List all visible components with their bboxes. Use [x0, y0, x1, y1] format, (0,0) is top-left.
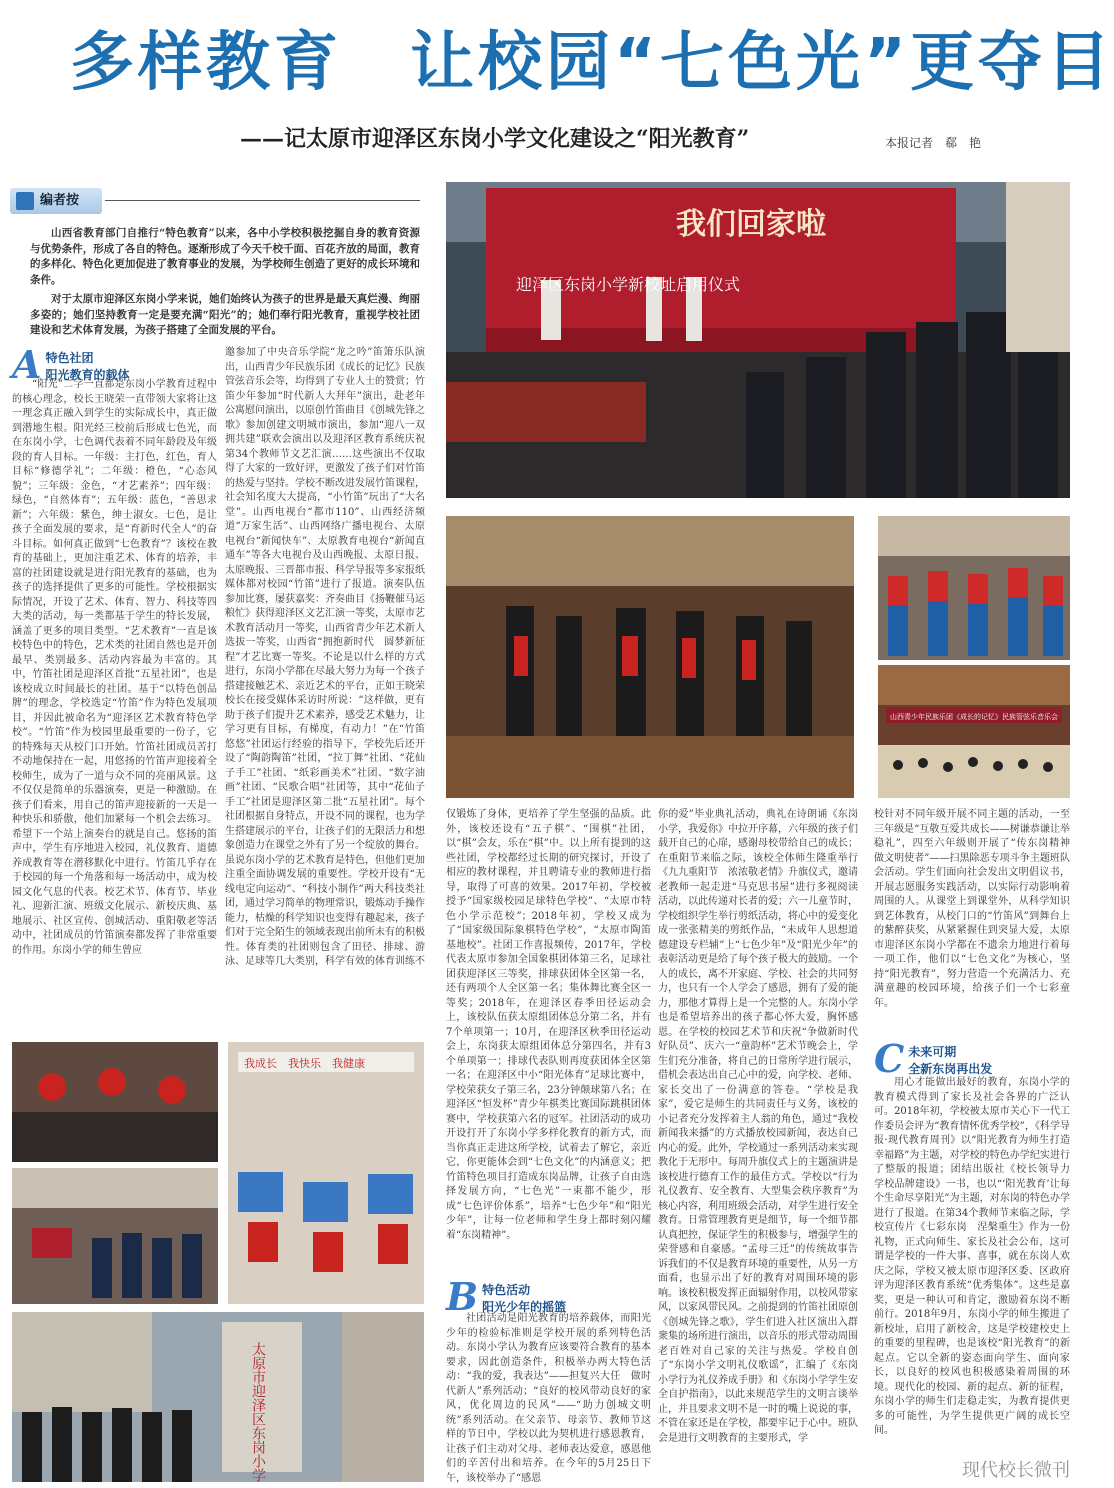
concert-photo — [878, 665, 1070, 798]
article-column-3b: 社团活动是阳光教育的培养载体，而阳光少年的检验标准则是学校开展的系列特色活动。东岗小学认为教育应该要符合教育的基本要求，因此创造条件，积极举办两大特色活动：“我的爱，我表达”——担复兴大任 做时代新人”系列活动；“良好的校风带动良好的家风，优化周边的民风”——“助力创城文明统”系列活动。在父亲节、母亲节、教师节这样的节日中，学校以此为契机进行感恩教育，让孩子们主动对父母、老师表达爱意，感恩他们的辛苦付出和培养。在今年的5月25日下午，该校举办了“感恩 — [446, 1313, 651, 1484]
section-a-header: A 特色社团 阳光教育的载体 — [12, 342, 130, 387]
editor-note-p1: 山西省教育部门自推行“特色教育”以来，各中小学校积极挖掘自身的教育资源与优势条件，形成了各自的特色。逐渐形成了今天千校千面、百花齐放的局面，教育的多样化、特色化更加促进了教育事业的发展，为学校师生创造了更好的成长环境和条件。 — [30, 227, 420, 286]
editor-note-p2: 对于太原市迎泽区东岗小学来说，她们始终认为孩子的世界是最天真烂漫、绚丽多姿的；她们坚持教育一定是要充满“阳光”的；她们奉行阳光教育，重视学校社团建设和艺术体育发展，为孩子搭建了全面发展的平台。 — [30, 293, 420, 336]
classroom-photo — [878, 516, 1070, 660]
article-column-4: 你的爱”毕业典礼活动，典礼在诗朗诵《东岗小学，我爱你》中拉开序幕，六年级的孩子们载开自己的心扉，感谢母校带给自己的成长；在重阳节来临之际，该校全体师生隆重举行《九九重阳节 浓浓敬老情》升旗仪式，邀请老教师一起走进“马克思书屋”进行多视阅读活动，以此传递对长者的爱；六一儿童节时，学校组织学生举行剪纸活动，将心中的爱变化成一张张精美的剪纸作品，“未成年人思想道德建设专栏辅”上“七色少年”及“阳光少年”的表彰活动更是给了每个孩子极大的鼓励。一个人的成长，离不开家庭、学校、社会的共同努力，也只有一个人学会了感恩，拥有了爱的能力，那他才算得上是一个完整的人。东岗小学也是希望培养出的孩子都心怀大爱，胸怀感恩。在学校的校园艺术节和庆祝“争做新时代好队员”、庆六一“童韵杯”艺术节晚会上，学生们充分准备，将自己的日常所学进行展示，借机会表达出自己心中的爱，向学校、老师、家长交出了一份满意的答卷。“学校是我家”，爱它是师生的共同责任与义务，该校的小记者充分发挥着主人翁的角色，通过“我校新闻我来播”的方式播放校园新闻，表达自己内心的爱。此外，学校通过一系列活动来实现教化于无形中。每周升旗仪式上的主题演讲是该校进行德育工作的最佳方式。学校以“行为礼仪教育、安全教育、大型集会秩序教育”为核心内容，利用班级会活动，对学生进行安全教育。日常管理教育更是细节，每一个细节都认真把控，保证学生的积极参与，增强学生的荣誉感和自豪感。“孟母三迁”的传统故事告诉我们的不仅是教育环境的重要性，从另一方面看，也显示出了好的教育对周围环境的影响。该校积极发挥正面辐射作用，以校风带家风，以家风带民风。之前提到的竹笛社团原创《创城先锋之歌》，学生们进入社区演出入群衆集的场所进行演出，以音乐的形式带动周围老百姓对自己家的关注与热爱。学校自创了“东岗小学文明礼仪歌谣”，汇编了《东岗小学行为礼仪养成手册》和《东岗小学学生安全自护指南》，以此来规范学生的文明言谈举止，并且要求文明不是一时的嘴上说说的事，不管在家还是在学校，都要牢记于心中。班队会是进行文明教育的主要形式，学 — [658, 809, 858, 1444]
article-column-3: 仅锻炼了身体，更培养了学生坚强的品质。此外，该校还设有“五子棋”、“围棋”社团，以“棋”会友，乐在“棋”中。以上所有提到的这些社团，学校都经过长期的研究探讨，开设了相应的教材课程，并且聘请专业的教师进行指导，取得了可喜的效果。2017年初，学校被授予“国家级校园足球特色学校”、“太原市特色小学示范校”；2018年初，学校又成为了“国家级国际象棋特色学校”，“太原市陶笛基地校”。社团工作喜报频传，2017年，学校代表太原市参加全国象棋团体第三名，足球社团获迎泽区三等奖，排球获团体全区第一名，还有两项个人全区第一名；集体舞比赛全区一等奖；2018年，在迎泽区春季田径运动会上，该校队伍获太原组团体总分第二名，并有7个单项第一；10月，在迎泽区秋季田径运动会上，东岗获太原组团体总分第四名，并有3个单项第一；排球代表队则再度获团体全区第一名；在迎泽区中小“阳光体育”足球比赛中，学校荣获女子第三名，23分钟颠球第八名；在迎泽区“恒发杯”青少年棋类比赛国际跳棋团体赛中，学校获第六名的冠军。社团活动的成功开设打开了东岗小学多样化教育的新方式，而当你真正走进这所学校，试着去了解它，亲近它，你更能体会到“七色文化”的内涵意义；把竹笛特色项目打造成东岗品牌，让孩子自由选择发展方向，“七色光”一束都不能少，形成“七色评价体系”，培养“七色少年”和“阳光少年”，让每一位老师和学生身上都时刻闪耀着“东岗精神”。 — [446, 809, 651, 1241]
school-sign: 太原市迎泽区东岗小学 — [250, 1342, 266, 1482]
article-column-2: 邀参加了中央音乐学院“龙之吟”笛箫乐队演出，山西青少年民族乐团《成长的记忆》民族管弦音乐会等，均得到了专业人士的赞赏；竹笛少年参加“时代新人大拜年”演出，赴老年公寓慰问演出，以原创竹笛曲目《创城先锋之歌》参加创建文明城市演出，参加“迎八一双拥共建”联欢会演出以及迎泽区教育系统庆祝第34个教师节文艺汇演……这些演出不仅取得了大家的一致好评，更激发了孩子们对竹笛的热爱与坚持。学校不断改进发展竹笛课程，社会知名度大大提高，“小竹笛”玩出了“大名堂”。山西电视台“都市110”、山西经济频道“万家生活”、山西网络广播电视台、太原电视台“新闻快车”、太原教育电视台“新闻直通车”等各大电视台及山西晚报、太原日报、太原晚报、三晋都市报、科学导报等多家报纸媒体都对校园“竹笛”进行了报道。演奏队伍参加比赛，屡获嘉奖：齐奏曲目《扬鞭催马运粮忙》获得迎泽区文艺汇演一等奖，太原市艺术教育活动月一等奖，山西省青少年艺术新人选拔一等奖，山西省“拥抱新时代 圆梦新征程”才艺比赛一等奖。不论是以什么样的方式进行，东岗小学都在尽最大努力为每一个孩子搭建接触艺术、亲近艺术的平台，正如王晓荣校长在接受媒体采访时所说：“这样做，更有助于孩子们提升艺术素养，感受艺术魅力，让学习更有目标，有梯度，有动力！”在“竹笛悠悠”社团运行经验的指导下，学校先后还开设了“陶韵陶笛”社团，“拉丁舞”社团、“花仙子手工”社团、“纸彩画美术”社团、“数字油画”社团、“民歌合唱”社团等，其中“花仙子手工”社团是迎泽区第二批“五星社团”。每个社团根据自身特点，开设不同的课程，也为学生搭建展示的平台，让孩子们的无限活力和想象创造力在课堂之外有了另一个绽放的舞台。虽说东岗小学的艺术教育是特色，但他们更加注重全面协调发展的重要性。学校开设有“无线电定向运动”、“科技小制作”两大科技类社团，通过学习简单的物理常识，锻炼动手操作能力，枯燥的科学知识也变得有趣起来，孩子们对于完全陌生的领域表现出前所未有的积极性。体育类的社团则包含了田径、排球、游泳、足球等几大类别，科学有效的体育训练不 — [225, 347, 425, 967]
divider — [105, 200, 420, 201]
ceremony-banner-title: 我们回家啦 — [676, 207, 826, 242]
section-b-header: B 特色活动 阳光少年的摇篮 — [446, 1274, 567, 1319]
headline: 多样教育 让校园“七色光”更夺目 — [70, 26, 1114, 100]
ceremony-photo — [446, 182, 1070, 498]
school-gate-photo — [12, 1312, 424, 1482]
article-column-5b: 用心才能做出最好的教育，东岗小学的教育模式得到了家长及社会各界的广泛认可。2018年初，学校被太原市关心下一代工作委员会评为“教育情怀优秀学校”，《科学导报·现代教育周刊》以“阳光教育为师生打造幸福路”为主题，对学校的特色办学纪实进行了整版的报道；团结出版社《校长领导力 学校品牌建设》一书，也以“‘阳光教育’让每个生命尽享阳光”为主题，对东岗的特色办学进行了报道。在第34个教师节来临之际，学校宣传片《七彩东岗 涅槃重生》作为一份礼物，正式向师生、家长及社会公布，这可谓是学校的一件大事、喜事，就在东岗人欢庆之际，学校又被太原市迎泽区委、区政府评为迎泽区教育系统“优秀集体”。这些是嘉奖，更是一种认可和肯定，激励着东岗不断前行。2018年9月，东岗小学的师生搬进了新校址，启用了新校舍，这是学校建校史上的重要的里程碑，也是该校“阳光教育”的新起点。它以全新的姿态面向学生、面向家长，以良好的校风也积极感染着周围的环境。现代化的校园、新的起点、新的征程，东岗小学的师生们走稳走实，为教育提供更多的可能性，为学生提供更广阔的成长空间。 — [874, 1077, 1080, 1436]
article-column-1: “阳光”二字一直都是东岗小学教育过程中的核心理念，校长王晓荣一直带领大家将让这一理念真正融入到学生的实际成长中，真正做到潜地生根。阳光经三校前后形成七色光，而在东岗小学，七色调代表着不同年龄段及年级段的育人目标。一年级：主打色，红色，育人目标“修德学礼”；二年级：橙色，“心态风貌”；三年级：金色，“才艺素养”；四年级：绿色，“自然体育”；五年级：蓝色，“善思求新”；六年级：紫色，绅士淑女。七色，是让孩子全面发展的要求，是“育新时代全人”的奋斗目标。如何真正做到“七色教育”？该校在教育的基础上，更加注重艺术、体育的培养，丰富的社团建设就是进行阳光教育的基础，也为孩子的选择提供了更多的可能性。学校根据实际情况，开设了艺术、体育、智力、科技等四大类的活动，每一类都基于学生的特长发展，涵盖了更多的项目类型。“艺术教育”一直是该校特色中的特色，艺术类的社团自然也是开创最早、类别最多、活动内容最为丰富的。其中，竹笛社团是迎泽区首批“五星社团”，也是该校成立时间最长的社团。基于“以特色创品牌”的理念，学校选定“竹笛”作为特色发展项目，并因此被命名为“迎泽区艺术教育特色学校”。“竹笛”作为校园里最重要的一份子，它的特殊每天从校门口开始。竹笛社团成员苦打不动地保持在一起，用悠扬的竹笛声迎接着全校师生，成为了一道与众不同的亮丽风景。这不仅仅是简单的乐器演奏，更是一种激励。在孩子们看来，用自己的笛声迎接新的一天是一种快乐和骄傲，他们加紧每一个机会去练习。希望下一个站上演奏台的就是自己。悠扬的笛声中，学生有序地进入校园，礼仪教育、道德养成教育等在潜移默化中进行。竹笛几乎存在于校园的每一个角落和每一场活动中，成为校园文化气息的代表。校艺术节、体育节、毕业礼、迎新汇演、班级文化展示、新校庆典、基地展示、社区宣传、创城活动、重阳敬老等活动中，社团成员的竹笛演奏都发挥了非常重要的作用。东岗小学的师生曾应 — [12, 379, 217, 956]
editor-note-tag: 编者按 — [10, 188, 102, 214]
award-ceremony-photo — [446, 516, 854, 798]
students-paintings-photo — [228, 1042, 424, 1304]
watermark: 现代校长微刊 — [962, 1460, 1070, 1481]
handcraft-photo — [12, 1042, 218, 1162]
pen-icon — [16, 192, 34, 210]
byline: 本报记者 郗 艳 — [885, 136, 982, 150]
classroom-group-photo — [12, 1168, 218, 1304]
ceremony-banner-subtitle: 迎泽区东岗小学新校址启用仪式 — [516, 275, 741, 294]
subtitle: ——记太原市迎泽区东岗小学文化建设之“阳光教育” — [240, 126, 750, 152]
article-column-5: 校针对不同年级开展不同主题的活动，一至三年级是“互敬互爱共成长——树谦恭谦让举稳礼”，四至六年级则开展了“传东岗精神 做文明使者”——扫黑除恶专项斗争主题班队会活动。学生们面向社会发出文明倡议书，开展志愿服务实践活动，以实际行动影响着周围的人。从课堂上到课堂外，从科学知识到艺体教育，从校门口的“竹笛风”到舞台上的紫醉获奖，从紧紧握住到突显大爱，太原市迎泽区东岗小学都在不遗余力地进行着每一项工作，他们以“七色文化”为核心，坚持“阳光教育”，努力营造一个充满活力、充满童趣的校园环境，给孩子们一个七彩童年。 — [874, 809, 1080, 1009]
kids-banner: 我成长 我快乐 我健康 — [244, 1057, 365, 1070]
section-c-header: C 未来可期 全新东岗再出发 — [874, 1036, 993, 1081]
editor-note — [30, 226, 420, 339]
concert-banner: 山西青少年民族乐团《成长的记忆》民族管弦乐音乐会 — [890, 713, 1058, 721]
